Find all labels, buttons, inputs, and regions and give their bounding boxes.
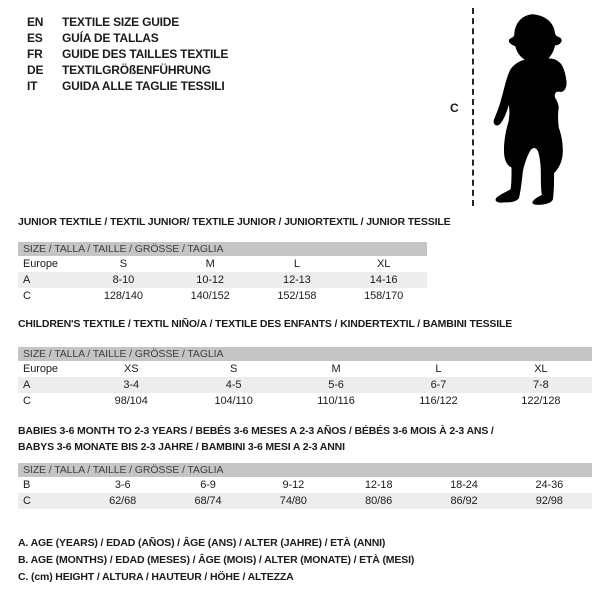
language-list	[27, 14, 228, 94]
table-row	[18, 288, 427, 304]
size-cell: 3-4	[123, 379, 139, 391]
row-label: C	[23, 290, 31, 302]
row-label: C	[23, 495, 31, 507]
baby-silhouette-image	[486, 4, 590, 208]
row-label: C	[23, 395, 31, 407]
size-cell: 110/116	[317, 395, 355, 407]
size-cell: 6-9	[200, 479, 216, 491]
language-label: GUÍA DE TALLAS	[62, 31, 159, 45]
size-cell: 128/140	[103, 290, 143, 302]
language-label: GUIDE DES TAILLES TEXTILE	[62, 47, 229, 61]
height-measure-label: C	[450, 101, 459, 115]
size-header: SIZE / TALLA / TAILLE / GRÖSSE / TAGLIA	[18, 347, 592, 361]
language-code: IT	[27, 79, 38, 93]
babies-section-title	[18, 423, 494, 455]
footnote-line-a: A. AGE (YEARS) / EDAD (AÑOS) / ÂGE (ANS) / ALTER (JAHRE) / ETÀ (ANNI)	[18, 537, 386, 549]
size-cell: 12-13	[283, 274, 311, 286]
babies-title-line1: BABIES 3-6 MONTH TO 2-3 YEARS / BEBÉS 3-6 MESES A 2-3 AÑOS / BÉBÉS 3-6 MOIS À 2-3 ANS /	[18, 425, 494, 437]
size-cell: 80/86	[365, 495, 393, 507]
size-cell: 10-12	[196, 274, 224, 286]
table-row	[18, 493, 592, 509]
row-label: Europe	[23, 363, 58, 375]
table-row	[18, 272, 427, 288]
language-label: GUIDA ALLE TAGLIE TESSILI	[62, 79, 225, 93]
language-row	[27, 30, 228, 46]
size-header: SIZE / TALLA / TAILLE / GRÖSSE / TAGLIA	[18, 242, 427, 256]
language-code: DE	[27, 63, 44, 77]
size-cell: 104/110	[214, 395, 253, 407]
junior-section-title: JUNIOR TEXTILE / TEXTIL JUNIOR/ TEXTILE JUNIOR / JUNIORTEXTIL / JUNIOR TESSILE	[18, 216, 451, 228]
footnote-line-c: C. (cm) HEIGHT / ALTURA / HAUTEUR / HÖHE / ALTEZZA	[18, 571, 294, 583]
footnotes	[18, 535, 414, 586]
row-label: B	[23, 479, 31, 491]
size-cell: M	[331, 363, 341, 375]
size-header: SIZE / TALLA / TAILLE / GRÖSSE / TAGLIA	[18, 463, 592, 477]
size-cell: 68/74	[194, 495, 222, 507]
size-cell: 92/98	[535, 495, 563, 507]
language-label: TEXTILE SIZE GUIDE	[62, 15, 180, 29]
size-cell: 6-7	[430, 379, 447, 391]
size-cell: 74/80	[279, 495, 307, 507]
table-row	[18, 477, 592, 493]
size-cell: 9-12	[282, 479, 305, 491]
size-cell: M	[205, 258, 215, 270]
babies-size-table	[18, 463, 592, 509]
language-row	[27, 46, 228, 62]
size-cell: 62/68	[109, 495, 137, 507]
size-cell: 86/92	[450, 495, 478, 507]
size-cell: S	[229, 363, 238, 375]
junior-size-table	[18, 242, 427, 304]
size-cell: L	[435, 363, 442, 375]
size-cell: 12-18	[364, 479, 393, 491]
language-code: ES	[27, 31, 43, 45]
children-section-title: CHILDREN'S TEXTILE / TEXTIL NIÑO/A / TEXTILE DES ENFANTS / KINDERTEXTIL / BAMBINI TESSILE	[18, 318, 513, 330]
size-cell: 98/104	[114, 395, 148, 407]
size-cell: L	[293, 258, 300, 270]
height-measure-line	[472, 8, 474, 206]
size-cell: 3-6	[114, 479, 131, 491]
row-label: Europe	[23, 258, 58, 270]
language-row	[27, 14, 228, 30]
size-cell: 140/152	[190, 290, 230, 302]
table-row	[18, 377, 592, 393]
row-label: A	[23, 379, 31, 391]
table-row	[18, 256, 427, 272]
table-row	[18, 393, 592, 409]
size-cell: 7-8	[533, 379, 549, 391]
size-cell: 122/128	[521, 395, 561, 407]
babies-title-line2: BABYS 3-6 MONATE BIS 2-3 JAHRE / BAMBINI 3-6 MESI A 2-3 ANNI	[18, 441, 345, 453]
size-cell: 8-10	[112, 274, 135, 286]
footnote-line-b: B. AGE (MONTHS) / EDAD (MESES) / ÂGE (MOIS) / ALTER (MONATE) / ETÀ (MESI)	[18, 554, 415, 566]
language-code: FR	[27, 47, 43, 61]
language-row	[27, 78, 228, 94]
row-label: A	[23, 274, 31, 286]
size-cell: 158/170	[364, 290, 404, 302]
language-row	[27, 62, 228, 78]
language-code: EN	[27, 15, 44, 29]
size-cell: 4-5	[225, 379, 242, 391]
size-cell: 18-24	[450, 479, 478, 491]
size-cell: 14-16	[369, 274, 398, 286]
size-cell: 5-6	[328, 379, 344, 391]
size-cell: 24-36	[535, 479, 564, 491]
size-cell: XL	[376, 258, 391, 270]
size-cell: S	[119, 258, 127, 270]
language-label: TEXTILGRÖßENFÜHRUNG	[62, 63, 211, 77]
children-size-table	[18, 347, 592, 409]
table-row	[18, 361, 592, 377]
size-cell: XS	[123, 363, 139, 375]
size-cell: 116/122	[419, 395, 458, 407]
size-cell: XL	[534, 363, 548, 375]
size-cell: 152/158	[277, 290, 317, 302]
